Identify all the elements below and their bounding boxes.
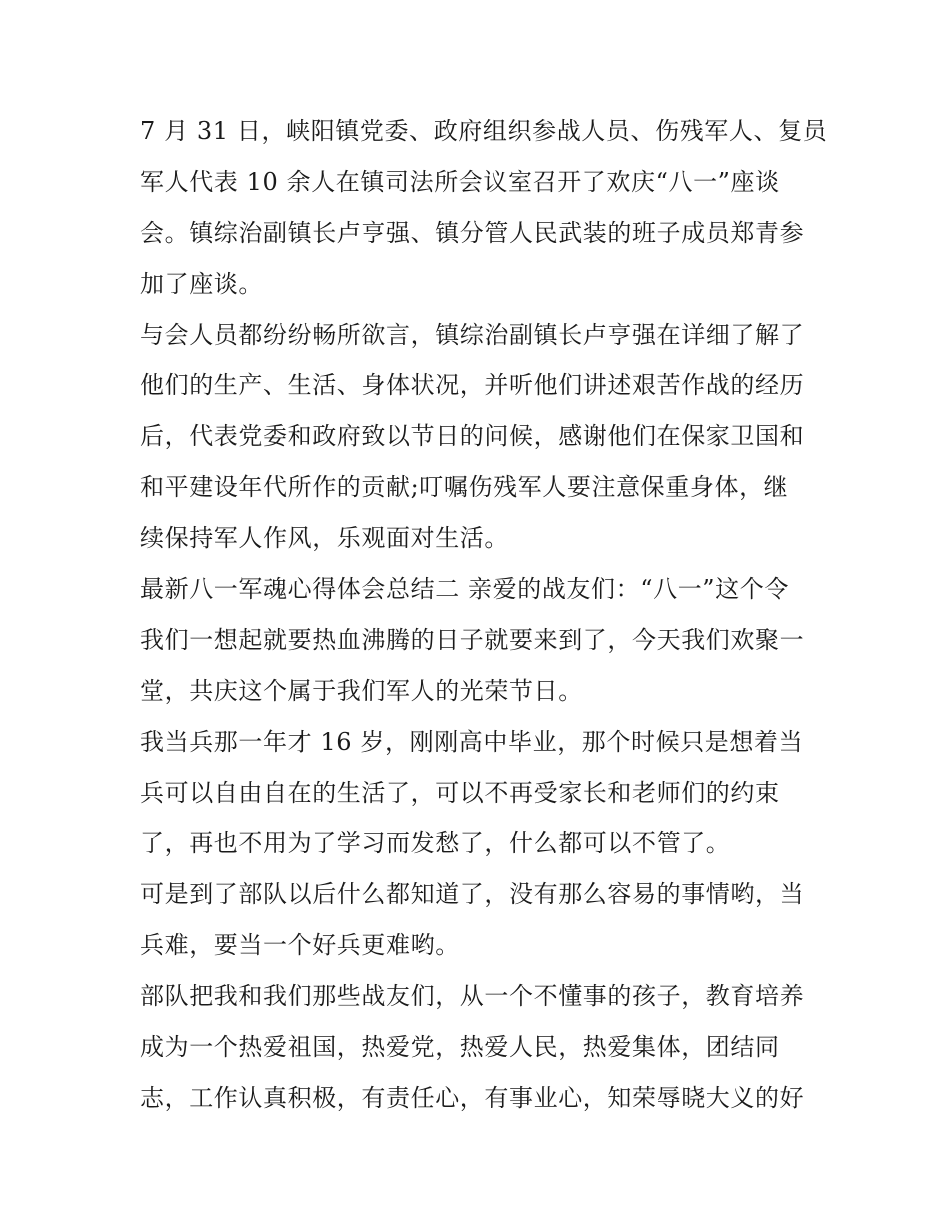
text-line: 可是到了部队以后什么都知道了，没有那么容易的事情哟，当 [140,880,805,909]
text-line: 和平建设年代所作的贡献;叮嘱伤残军人要注意保重身体，继 [140,473,789,502]
text-line: 了，再也不用为了学习而发愁了，什么都可以不管了。 [140,829,731,858]
text-line: 我当兵那一年才 16 岁，刚刚高中毕业，那个时候只是想着当 [140,727,804,756]
text-line: 堂，共庆这个属于我们军人的光荣节日。 [140,676,583,705]
text-line: 兵难，要当一个好兵更难哟。 [140,931,460,960]
text-line: 会。镇综治副镇长卢亨强、镇分管人民武装的班子成员郑青参 [140,218,805,247]
text-line: 我们一想起就要热血沸腾的日子就要来到了，今天我们欢聚一 [140,625,805,654]
text-line: 兵可以自由自在的生活了，可以不再受家长和老师们的约束 [140,778,780,807]
text-line: 部队把我和我们那些战友们，从一个不懂事的孩子，教育培养 [140,982,805,1011]
text-line: 7 月 31 日，峡阳镇党委、政府组织参战人员、伤残军人、复员 [140,117,828,145]
text-line: 最新八一军魂心得体会总结二 亲爱的战友们：“八一”这个令 [140,575,789,604]
text-line: 军人代表 10 余人在镇司法所会议室召开了欢庆“八一”座谈 [140,167,780,196]
text-line: 与会人员都纷纷畅所欲言，镇综治副镇长卢亨强在详细了解了 [140,320,805,349]
document-body [140,106,828,1124]
text-line: 志，工作认真积极，有责任心，有事业心，知荣辱晓大义的好 [140,1083,805,1112]
text-line: 他们的生产、生活、身体状况，并听他们讲述艰苦作战的经历 [140,371,805,400]
text-line: 续保持军人作风，乐观面对生活。 [140,524,509,553]
text-line: 后，代表党委和政府致以节日的问候，感谢他们在保家卫国和 [140,422,805,451]
text-line: 成为一个热爱祖国，热爱党，热爱人民，热爱集体，团结同 [140,1033,780,1062]
text-line: 加了座谈。 [140,269,263,298]
